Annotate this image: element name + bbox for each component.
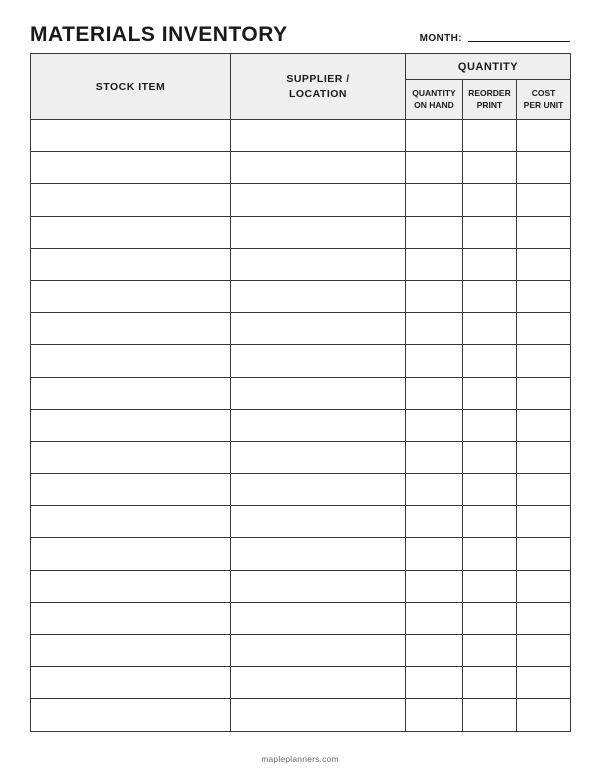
cell-supplier-location[interactable] — [231, 248, 406, 280]
cell-stock-item[interactable] — [31, 635, 231, 667]
table-row — [31, 280, 571, 312]
cell-quantity-on-hand[interactable] — [406, 635, 463, 667]
cell-stock-item[interactable] — [31, 570, 231, 602]
cell-reorder-print[interactable] — [463, 635, 517, 667]
cell-reorder-print[interactable] — [463, 248, 517, 280]
cell-cost-per-unit[interactable] — [517, 280, 571, 312]
cell-reorder-print[interactable] — [463, 441, 517, 473]
cell-cost-per-unit[interactable] — [517, 184, 571, 216]
cell-supplier-location[interactable] — [231, 635, 406, 667]
cost-per-unit-line1: COST — [531, 88, 556, 99]
cell-reorder-print[interactable] — [463, 313, 517, 345]
cell-quantity-on-hand[interactable] — [406, 699, 463, 731]
cell-quantity-on-hand[interactable] — [406, 184, 463, 216]
table-row — [31, 184, 571, 216]
table-row — [31, 602, 571, 634]
cell-quantity-on-hand[interactable] — [406, 602, 463, 634]
cell-stock-item[interactable] — [31, 120, 231, 152]
cell-cost-per-unit[interactable] — [517, 313, 571, 345]
cell-supplier-location[interactable] — [231, 570, 406, 602]
cell-supplier-location[interactable] — [231, 313, 406, 345]
table-row — [31, 377, 571, 409]
cell-cost-per-unit[interactable] — [517, 538, 571, 570]
cell-reorder-print[interactable] — [463, 120, 517, 152]
cell-stock-item[interactable] — [31, 409, 231, 441]
cell-supplier-location[interactable] — [231, 409, 406, 441]
cell-quantity-on-hand[interactable] — [406, 538, 463, 570]
cell-stock-item[interactable] — [31, 152, 231, 184]
cell-reorder-print[interactable] — [463, 184, 517, 216]
cell-stock-item[interactable] — [31, 441, 231, 473]
month-label: MONTH: — [419, 33, 462, 44]
cell-quantity-on-hand[interactable] — [406, 441, 463, 473]
cell-stock-item[interactable] — [31, 474, 231, 506]
cell-cost-per-unit[interactable] — [517, 474, 571, 506]
cell-quantity-on-hand[interactable] — [406, 248, 463, 280]
cell-quantity-on-hand[interactable] — [406, 120, 463, 152]
cell-cost-per-unit[interactable] — [517, 409, 571, 441]
cell-supplier-location[interactable] — [231, 377, 406, 409]
cell-cost-per-unit[interactable] — [517, 248, 571, 280]
column-header-supplier-location — [231, 54, 406, 120]
cell-cost-per-unit[interactable] — [517, 345, 571, 377]
cell-reorder-print[interactable] — [463, 474, 517, 506]
cell-cost-per-unit[interactable] — [517, 152, 571, 184]
reorder-print-line1: REORDER — [468, 88, 511, 99]
cell-quantity-on-hand[interactable] — [406, 570, 463, 602]
cell-supplier-location[interactable] — [231, 152, 406, 184]
month-write-in-line[interactable] — [468, 41, 570, 42]
cell-quantity-on-hand[interactable] — [406, 280, 463, 312]
footer-credit: mapleplanners.com — [261, 754, 339, 764]
cell-supplier-location[interactable] — [231, 120, 406, 152]
cell-quantity-on-hand[interactable] — [406, 506, 463, 538]
cell-supplier-location[interactable] — [231, 184, 406, 216]
table-body — [31, 120, 571, 732]
cell-reorder-print[interactable] — [463, 538, 517, 570]
cell-quantity-on-hand[interactable] — [406, 377, 463, 409]
cell-cost-per-unit[interactable] — [517, 667, 571, 699]
cell-cost-per-unit[interactable] — [517, 120, 571, 152]
page-header — [0, 0, 600, 53]
table-row — [31, 216, 571, 248]
cell-supplier-location[interactable] — [231, 474, 406, 506]
cell-stock-item[interactable] — [31, 216, 231, 248]
cell-cost-per-unit[interactable] — [517, 377, 571, 409]
cell-reorder-print[interactable] — [463, 216, 517, 248]
cell-cost-per-unit[interactable] — [517, 635, 571, 667]
table-row — [31, 635, 571, 667]
table-row — [31, 120, 571, 152]
quantity-on-hand-line2: ON HAND — [414, 99, 454, 110]
cell-reorder-print[interactable] — [463, 602, 517, 634]
cell-reorder-print[interactable] — [463, 152, 517, 184]
cell-stock-item[interactable] — [31, 248, 231, 280]
cell-supplier-location[interactable] — [231, 538, 406, 570]
cell-reorder-print[interactable] — [463, 506, 517, 538]
table-row — [31, 699, 571, 731]
table-row — [31, 570, 571, 602]
cell-quantity-on-hand[interactable] — [406, 216, 463, 248]
cell-quantity-on-hand[interactable] — [406, 152, 463, 184]
cell-quantity-on-hand[interactable] — [406, 313, 463, 345]
table-row — [31, 152, 571, 184]
cell-supplier-location[interactable] — [231, 506, 406, 538]
page-title: MATERIALS INVENTORY — [30, 23, 288, 46]
quantity-on-hand-line1: QUANTITY — [412, 88, 456, 99]
cell-cost-per-unit[interactable] — [517, 602, 571, 634]
cell-cost-per-unit[interactable] — [517, 441, 571, 473]
cell-stock-item[interactable] — [31, 313, 231, 345]
table-row — [31, 313, 571, 345]
month-field[interactable] — [420, 33, 570, 45]
cell-stock-item[interactable] — [31, 345, 231, 377]
materials-inventory-table — [30, 53, 571, 732]
column-header-reorder-print — [463, 80, 517, 120]
cost-per-unit-line2: PER UNIT — [523, 99, 564, 110]
header-row-top — [31, 54, 571, 80]
cell-stock-item[interactable] — [31, 506, 231, 538]
table-row — [31, 506, 571, 538]
table-row — [31, 538, 571, 570]
table-row — [31, 474, 571, 506]
supplier-label-line1: SUPPLIER / — [286, 73, 350, 86]
cell-stock-item[interactable] — [31, 377, 231, 409]
cell-supplier-location[interactable] — [231, 667, 406, 699]
cell-reorder-print[interactable] — [463, 699, 517, 731]
column-header-cost-per-unit — [517, 80, 571, 120]
cell-stock-item[interactable] — [31, 538, 231, 570]
column-header-quantity-on-hand — [406, 80, 463, 120]
supplier-label-line2: LOCATION — [288, 87, 348, 100]
cell-supplier-location[interactable] — [231, 602, 406, 634]
cell-reorder-print[interactable] — [463, 280, 517, 312]
cell-reorder-print[interactable] — [463, 570, 517, 602]
cell-supplier-location[interactable] — [231, 441, 406, 473]
table-row — [31, 409, 571, 441]
cell-stock-item[interactable] — [31, 699, 231, 731]
cell-reorder-print[interactable] — [463, 667, 517, 699]
reorder-print-line2: PRINT — [476, 99, 503, 110]
table-row — [31, 248, 571, 280]
cell-cost-per-unit[interactable] — [517, 699, 571, 731]
table-row — [31, 441, 571, 473]
table-row — [31, 345, 571, 377]
cell-reorder-print[interactable] — [463, 345, 517, 377]
table-header — [31, 54, 571, 120]
cell-stock-item[interactable] — [31, 667, 231, 699]
cell-supplier-location[interactable] — [231, 699, 406, 731]
cell-quantity-on-hand[interactable] — [406, 667, 463, 699]
cell-cost-per-unit[interactable] — [517, 570, 571, 602]
cell-stock-item[interactable] — [31, 184, 231, 216]
column-header-quantity-group: QUANTITY — [406, 54, 571, 80]
cell-cost-per-unit[interactable] — [517, 216, 571, 248]
cell-supplier-location[interactable] — [231, 280, 406, 312]
cell-quantity-on-hand[interactable] — [406, 345, 463, 377]
cell-quantity-on-hand[interactable] — [406, 409, 463, 441]
cell-quantity-on-hand[interactable] — [406, 474, 463, 506]
cell-supplier-location[interactable] — [231, 345, 406, 377]
cell-stock-item[interactable] — [31, 602, 231, 634]
column-header-stock-item: STOCK ITEM — [31, 54, 231, 120]
cell-stock-item[interactable] — [31, 280, 231, 312]
table-row — [31, 667, 571, 699]
cell-supplier-location[interactable] — [231, 216, 406, 248]
cell-cost-per-unit[interactable] — [517, 506, 571, 538]
cell-reorder-print[interactable] — [463, 377, 517, 409]
cell-reorder-print[interactable] — [463, 409, 517, 441]
